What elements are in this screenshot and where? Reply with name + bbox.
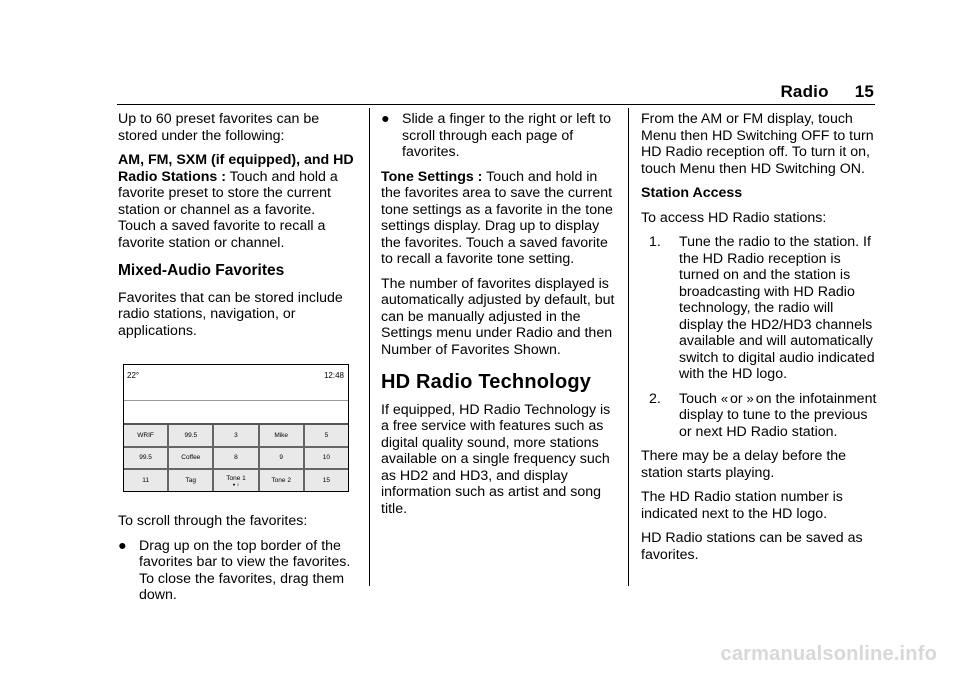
favorite-preset: 99.5 <box>169 425 212 446</box>
paragraph-scroll: To scroll through the favorites: <box>118 513 308 529</box>
temperature-readout: 22° <box>127 371 140 380</box>
step-1 <box>641 234 877 383</box>
watermark: carmanualsonline.info <box>720 643 937 665</box>
paragraph-number-favorites: The number of favorites displayed is automatically adjusted by default, but can be manually adjusted in the Settings menu under Radio and then Number of Favorites Shown. <box>381 275 615 358</box>
heading-mixed-audio: Mixed-Audio Favorites <box>118 262 285 279</box>
bullet-mark: ● <box>118 537 127 554</box>
paragraph-mixed-audio: Favorites that can be stored include radio stations, navigation, or applications. <box>118 289 343 339</box>
page-dots: ● ○ <box>232 481 240 487</box>
clock-readout: 12:48 <box>323 371 344 380</box>
favorite-preset: Mike <box>260 425 303 446</box>
step-text-or: or <box>726 390 747 407</box>
favorite-preset: Tag <box>169 470 212 491</box>
favorite-preset: 15 <box>305 470 348 491</box>
screen-divider <box>124 400 348 401</box>
step-number: 1. <box>649 234 661 250</box>
step-text-a: Touch <box>679 390 721 407</box>
page-header <box>780 82 874 102</box>
column-2 <box>381 111 617 525</box>
column-3 <box>641 111 877 571</box>
paragraph-tone-settings <box>381 169 617 268</box>
paragraph-hd-switching: From the AM or FM display, touch Menu then HD Switching OFF to turn HD Radio reception off. To turn it on, touch Menu then HD Switching ON. <box>641 111 874 177</box>
paragraph-hd-radio: If equipped, HD Radio Technology is a free service with features such as digital quality sound, more stations available on a single frequency such as HD2 and HD3, and display information such as artist and song title. <box>381 401 611 517</box>
favorite-preset: 8 <box>214 448 257 469</box>
column-divider-1 <box>369 108 370 586</box>
favorite-preset: 10 <box>305 448 348 469</box>
paragraph-delay: There may be a delay before the station starts playing. <box>641 448 847 481</box>
favorite-preset-tone <box>214 470 257 491</box>
am-fm-text: Touch and hold a favorite preset to store the current station or channel as a favorite. Touch a saved favorite to recall a favorite station or channel. <box>118 168 338 251</box>
paragraph-am-fm <box>118 152 354 251</box>
step-text: Tune the radio to the station. If the HD Radio reception is turned on and the station is broadcasting with HD Radio technology, the radio will display the HD2/HD3 channels available and will automatically switch to digital audio indicated with the HD logo. <box>679 234 875 382</box>
seek-forward-icon: » <box>746 390 752 406</box>
bullet-mark: ● <box>381 111 390 127</box>
favorite-preset: 11 <box>124 470 167 491</box>
header-rule <box>117 104 875 105</box>
heading-station-access: Station Access <box>641 185 743 201</box>
paragraph-access: To access HD Radio stations: <box>641 209 827 226</box>
bullet-text: Drag up on the top border of the favorites bar to view the favorites. To close the favorites, drag them down. <box>139 537 351 603</box>
favorite-preset: 5 <box>305 425 348 446</box>
step-number: 2. <box>649 390 661 407</box>
bullet-text: Slide a finger to the right or left to scroll through each page of favorites. <box>402 111 611 160</box>
favorite-preset: Coffee <box>169 448 212 469</box>
heading-hd-radio: HD Radio Technology <box>381 371 592 393</box>
favorite-preset: 99.5 <box>124 448 167 469</box>
step-2 <box>641 391 877 441</box>
paragraph-presets: Up to 60 preset favorites can be stored under the following: <box>118 111 320 144</box>
favorite-preset: WRIF <box>124 425 167 446</box>
page-number: 15 <box>854 82 874 101</box>
radio-favorites-figure <box>123 364 349 492</box>
bullet-slide <box>381 111 617 161</box>
section-title: Radio <box>780 82 829 101</box>
column-divider-2 <box>628 108 629 586</box>
favorites-grid <box>124 423 348 491</box>
bullet-drag-up <box>118 538 354 604</box>
favorite-preset: 3 <box>214 425 257 446</box>
tone-settings-text: Touch and hold in the favorites area to save the current tone settings as a favorite in the tone settings display. Drag up to display the favorites. Touch a saved favorite to recall a favorite tone setting. <box>381 168 613 267</box>
favorite-preset: Tone 2 <box>260 470 303 491</box>
paragraph-station-number: The HD Radio station number is indicated next to the HD logo. <box>641 489 843 522</box>
tone-settings-term: Tone Settings : <box>381 168 483 185</box>
step-text-b: on the infotainment display to tune to the previous or next HD Radio station. <box>679 390 877 440</box>
tone-label: Tone 1 <box>226 474 246 482</box>
column-1 <box>118 111 354 612</box>
paragraph-saved: HD Radio stations can be saved as favorites. <box>641 530 863 563</box>
am-fm-term: AM, FM, SXM (if equipped), and HD Radio Stations : <box>118 152 354 185</box>
favorite-preset: 9 <box>260 448 303 469</box>
seek-back-icon: « <box>720 390 727 406</box>
